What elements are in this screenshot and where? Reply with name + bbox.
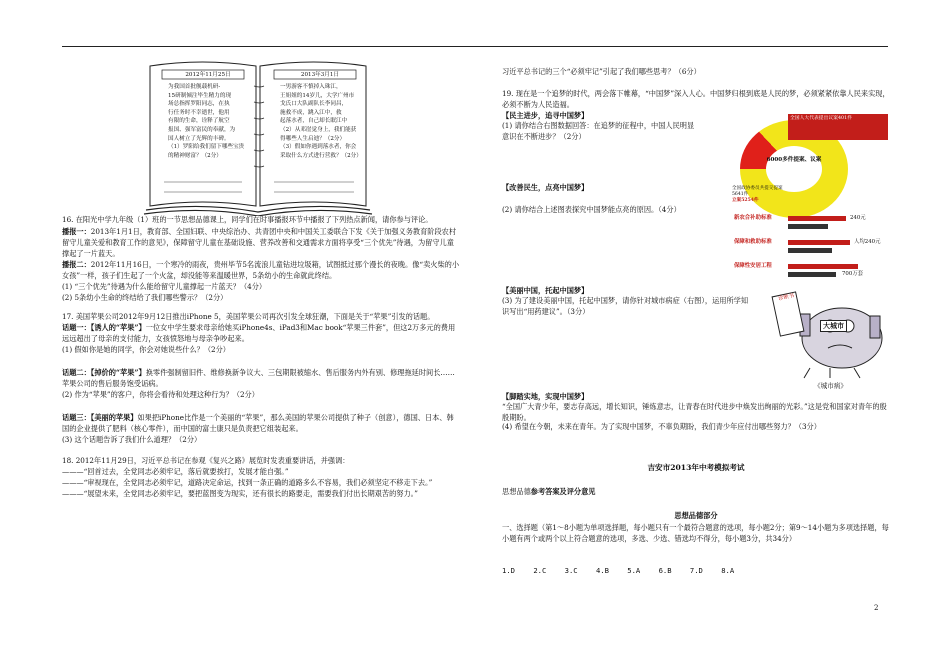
topic-2-text: 换零件强制留旧件、维修换新争议大、三包期限被缩水、售后服务内外有别、修理拖延时间长……苹果公司的售后服务饱受诟病。 (62, 368, 455, 388)
q16-2: (2) 5条幼小生命的终结给了我们哪些警示？（2分） (62, 293, 228, 302)
answer-5: 5.A (627, 566, 641, 575)
topic-3-label: 话题三：【美丽的苹果】 (62, 413, 138, 422)
section-4-question: (4) 希望在今朝，未来在青年。为了实现中国梦，不辜负期盼，我们青少年应付出哪些努力？（3分） (502, 422, 821, 431)
cartoon-tag: 诊断书 (777, 292, 795, 303)
q16-1: (1) “三个优先”待遇为什么能给留守儿童撑起一片蓝天？（4分） (62, 282, 267, 291)
bar-3b (788, 272, 836, 277)
book-left-line: 为我国首批舰载机研- (168, 84, 221, 90)
book-left-line: 行任务时不幸逝世，他用 (168, 109, 230, 116)
book-left-date: 2012年11月25日 (185, 72, 231, 78)
book-right-line: 施救不成，跳入江中，救 (280, 109, 342, 116)
cartoon-label: 大城市 (820, 320, 847, 332)
answer-title-bold: 参考答案及评分意见 (530, 487, 596, 496)
broadcast-2-label: 播报二： (62, 260, 91, 269)
bar-2b (788, 248, 832, 253)
book-right-line: 戈氏口大队副队长李同昌， (280, 101, 348, 108)
topic-3 (62, 412, 460, 434)
book-right-date: 2013年3月1日 (300, 72, 340, 78)
q18-quote-c: ———“展望未来，全党同志必须牢记，要把蓝图变为现实，还有很长的路要走，需要我们付出长期艰苦的努力。” (62, 489, 418, 498)
answer-row (502, 565, 890, 576)
q17-1: (1) 假如你是她的同学，你会对她说些什么？（2分） (62, 345, 230, 354)
book-left-line: 报国、强军富民的奉献，为 (168, 126, 236, 133)
mc-intro: 一、选择题（第1～8小题为单项选择题，每小题只有一个最符合题意的选项，每小题2分；第9～14小题为多项选择题，每小题有两个或两个以上符合题意的选项，多选、少选、错选均不得分，每小题3分，共34分） (502, 523, 889, 543)
section-2-question: (2) 请你结合上述图表探究中国梦能点亮的原因。（4分） (502, 205, 681, 214)
q19-intro: 19. 现在是一个追梦的时代，两会落下帷幕，“中国梦”深入人心。中国梦归根到底是人民的梦，必须紧紧依靠人民来实现，必须不断为人民造福。 (502, 89, 890, 109)
ring-center-label: 6000多件提案、议案 (766, 146, 822, 192)
book-right-line: 一男游客不慎掉入珠江， (280, 84, 342, 90)
bar-3 (788, 264, 858, 269)
book-right-question: （2）从邓崖觉身上，我们能获得哪些人生启迪？（2分） (280, 126, 357, 142)
bar-2 (788, 240, 850, 245)
book-right-line: 起落水者，自己却长眠江中 (280, 118, 348, 125)
answer-4: 4.B (595, 566, 609, 575)
book-left-line: 国人树立了光辉的丰碑。 (168, 135, 230, 142)
book-right-question: （3）假如你遇到落水者，你会采取什么方式进行营救？（2分） (280, 144, 362, 159)
cppcc-note (732, 186, 784, 204)
section-3-title: 【美丽中国，托起中国梦】 (502, 286, 589, 295)
section-1-question: (1) 请你结合右图数据回答：在追梦的征程中，中国人民明显意识在不断进步？（2分） (502, 121, 695, 141)
bar-label-2: 保障和救助标准 (734, 239, 772, 245)
broadcast-2 (62, 259, 460, 281)
q18-quote-a: ———“回首过去，全党同志必须牢记，落后就要挨打，发展才能自强。” (62, 467, 289, 476)
book-left-line: 15研制倾注毕生精力的现 (168, 92, 232, 99)
bar-value-3: 700万套 (842, 271, 864, 277)
topic-2-label: 话题二：【掉价的“苹果”】 (62, 368, 146, 377)
topic-1 (62, 322, 460, 344)
bar-value-1: 240元 (850, 215, 866, 221)
answer-1: 1.D (502, 566, 515, 575)
answer-6: 6.B (658, 566, 672, 575)
answer-7: 7.D (689, 566, 703, 575)
bar-1 (788, 216, 846, 221)
section-title: 思想品德部分 (674, 511, 718, 520)
left-column (62, 214, 460, 499)
answer-title-pre: 思想品德 (502, 487, 531, 496)
answer-3: 3.C (564, 566, 578, 575)
broadcast-1-text: 2013年1月1日，教育部、全国妇联、中央综治办、共青团中央和中国关工委联合下发《关于加强义务教育阶段农村留守儿童关爱和教育工作的意见》，保障留守儿童在基础设施、营养改善和交通需求方面将享受“三个优先”待遇，为留守儿童撑起了一片蓝天。 (62, 227, 457, 258)
broadcast-1 (62, 226, 460, 259)
topic-1-label: 话题一：【诱人的“苹果”】 (62, 323, 146, 332)
book-left-text (168, 83, 246, 160)
q18-quote-b: ———“审视现在，全党同志必须牢记，道路决定命运，找到一条正确的道路多么不容易，我们必须坚定不移走下去。” (62, 478, 433, 487)
q17-2: (2) 作为“苹果”的客户，你将会看待和处理这种行为？（2分） (62, 390, 259, 399)
topic-2 (62, 367, 460, 389)
red-callout: 全国人大代表提出议案401件 (788, 114, 888, 140)
bar-value-2: 人均240元 (854, 239, 881, 245)
top-rule (62, 46, 888, 47)
section-1-title: 【民主进步，追寻中国梦】 (502, 111, 589, 120)
answer-8: 8.A (721, 566, 735, 575)
section-2-title: 【改善民生，点亮中国梦】 (502, 183, 589, 192)
book-left-question: （1）罗阳给我们留下哪些宝贵的精神财富？（2分） (168, 144, 245, 159)
exam-title: 吉安市2013年中考模拟考试 (647, 463, 745, 472)
section-4-text: “全国广大青少年，要志存高远，增长知识，锤炼意志，让青春在时代进步中焕发出绚丽的光彩。”这是党和国家对青年的殷殷期盼。 (502, 402, 887, 422)
answer-title (502, 486, 595, 497)
cartoon-caption: 《城市病》 (814, 382, 847, 390)
section-4-title: 【脚踏实地，实现中国梦】 (502, 392, 589, 401)
page-number: 2 (874, 604, 879, 612)
bar-1b (788, 224, 828, 229)
book-left-line: 场总指挥罗阳同志，在执 (168, 101, 230, 108)
q17-3: (3) 这个话题告诉了我们什么道理？（2分） (62, 435, 202, 444)
livelihood-bars (734, 212, 890, 286)
broadcast-2-text: 2012年11月16日，一个寒冷的雨夜，贵州毕节5名流浪儿童钻进垃圾箱，试图抵过那个漫长的夜晚。像“卖火柴的小女孩”一样，孩子们生起了一个火盆，却没能等来温暖世界，5条幼小的生命就此终结。 (62, 260, 460, 280)
q17-intro: 17. 美国苹果公司2012年9月12日推出iPhone 5，美国苹果公司再次引发全球狂潮，下面是关于“苹果”引发的话题。 (62, 312, 435, 321)
q16-intro: 16. 在阳光中学九年级（1）班的一节思想品德课上，同学们在时事播报环节中播报了下列热点新闻，请你参与评论。 (62, 215, 433, 224)
bar-label-3: 保障性安居工程 (734, 263, 772, 269)
q18-tail: 习近平总书记的三个“必须牢记”引起了我们哪些思考？（6分） (502, 67, 701, 76)
book-left-line: 有限的生命，诠释了航空 (168, 118, 230, 125)
broadcast-1-label: 播报一： (62, 227, 91, 236)
cppcc-line-1: 全国政协委员共提交提案5641件 (732, 186, 783, 197)
book-right-text (280, 83, 360, 160)
cppcc-line-2: 立案5254件 (732, 198, 759, 203)
topic-1-text: 一位女中学生要求母亲给她买iPhone4s、iPad3和Mac book“苹果三件套”，但这2万多元的费用远远超出了母亲的支付能力，女孩愤怒地与母亲争吵起来。 (62, 323, 456, 343)
section-3-question: (3) 为了建设美丽中国，托起中国梦，请你针对城市病症（右图），运用所学知识写出“用药建议”。（3分） (502, 296, 749, 316)
topic-3-text: 如果把iPhone比作是一个美丽的“苹果”，那么美国的苹果公司提供了种子（创意），德国、日本、韩国的企业提供了肥料（核心零件），而中国的富士康只是负责把它组装起来。 (62, 413, 454, 433)
book-right-line: 王姐姐的14岁儿，大学广州市 (280, 92, 355, 99)
bar-label-1: 新农合补助标准 (734, 215, 772, 221)
q18-intro: 18. 2012年11月29日，习近平总书记在参观《复兴之路》展览时发表重要讲话，并强调： (62, 456, 350, 465)
answer-2: 2.C (533, 566, 547, 575)
